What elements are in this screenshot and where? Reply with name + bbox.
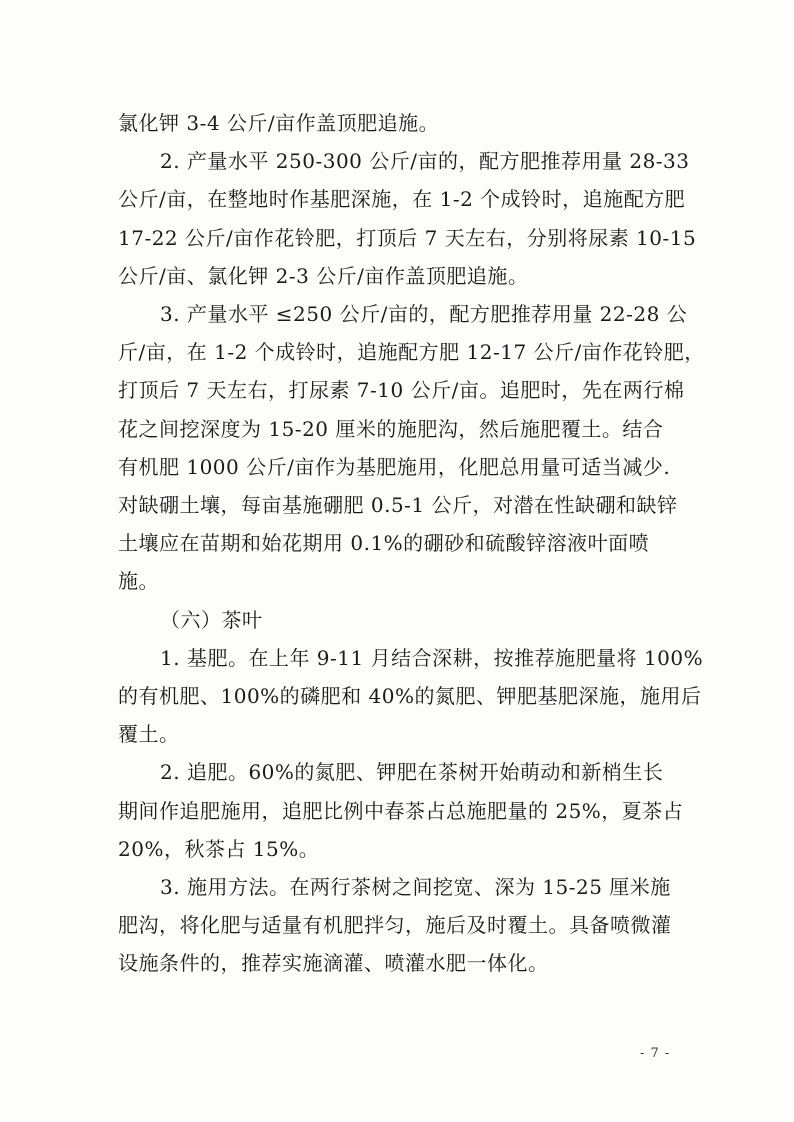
text-line: 期间作追肥施用，追肥比例中春茶占总施肥量的 25%，夏茶占: [118, 798, 684, 823]
text-line: 公斤/亩，在整地时作基肥深施，在 1-2 个成铃时，追施配方肥: [118, 187, 686, 212]
paragraph-cotton-yield-below-250: [118, 295, 705, 601]
text-line: 土壤应在苗期和始花期用 0.1%的硼砂和硫酸锌溶液叶面喷: [118, 531, 650, 556]
text-line: 的有机肥、100%的磷肥和 40%的氮肥、钾肥基肥深施，施用后: [118, 684, 702, 709]
paragraph-cotton-yield-250-300: [118, 142, 697, 295]
paragraph-tea-application-method: [118, 868, 678, 983]
text-line: 17-22 公斤/亩作花铃肥，打顶后 7 天左右，分别将尿素 10-15: [118, 225, 697, 250]
text-line: 3. 产量水平 ≤250 公斤/亩的，配方肥推荐用量 22-28 公: [160, 302, 688, 327]
text-line: 设施条件的，推荐实施滴灌、喷灌水肥一体化。: [118, 951, 549, 976]
paragraph-continuation: [118, 104, 678, 142]
text-line: 肥沟，将化肥与适量有机肥拌匀，施后及时覆土。具备喷微灌: [118, 913, 672, 938]
page-number: - 7 -: [640, 1046, 671, 1061]
text-line: 1. 基肥。在上年 9-11 月结合深耕，按推荐施肥量将 100%: [160, 645, 704, 670]
paragraph-tea-base-fertilizer: [118, 639, 704, 754]
text-line: 3. 施用方法。在两行茶树之间挖宽、深为 15-25 厘米施: [160, 875, 671, 900]
text-line: 2. 产量水平 250-300 公斤/亩的，配方肥推荐用量 28-33: [160, 149, 690, 174]
paragraph-tea-topdressing: [118, 753, 684, 868]
text-line: 花之间挖深度为 15-20 厘米的施肥沟，然后施肥覆土。结合: [118, 416, 664, 441]
text-line: 有机肥 1000 公斤/亩作为基肥施用，化肥总用量可适当减少.: [118, 454, 671, 479]
text-line: 斤/亩，在 1-2 个成铃时，追施配方肥 12-17 公斤/亩作花铃肥，: [118, 340, 705, 365]
text-line: 覆土。: [118, 722, 180, 747]
section-heading-tea: （六）茶叶: [160, 607, 263, 632]
text-line: 对缺硼土壤，每亩基施硼肥 0.5-1 公斤，对潜在性缺硼和缺锌: [118, 493, 678, 518]
text-line: 打顶后 7 天左右，打尿素 7-10 公斤/亩。追肥时，先在两行棉: [118, 378, 685, 403]
text-line: 公斤/亩、氯化钾 2-3 公斤/亩作盖顶肥追施。: [118, 263, 529, 288]
text-line: 氯化钾 3-4 公斤/亩作盖顶肥追施。: [118, 111, 440, 135]
text-line: 20%，秋茶占 15%。: [118, 836, 320, 861]
document-body: [118, 104, 705, 983]
text-line: 2. 追肥。60%的氮肥、钾肥在茶树开始萌动和新梢生长: [160, 760, 664, 785]
text-line: 施。: [118, 569, 159, 594]
